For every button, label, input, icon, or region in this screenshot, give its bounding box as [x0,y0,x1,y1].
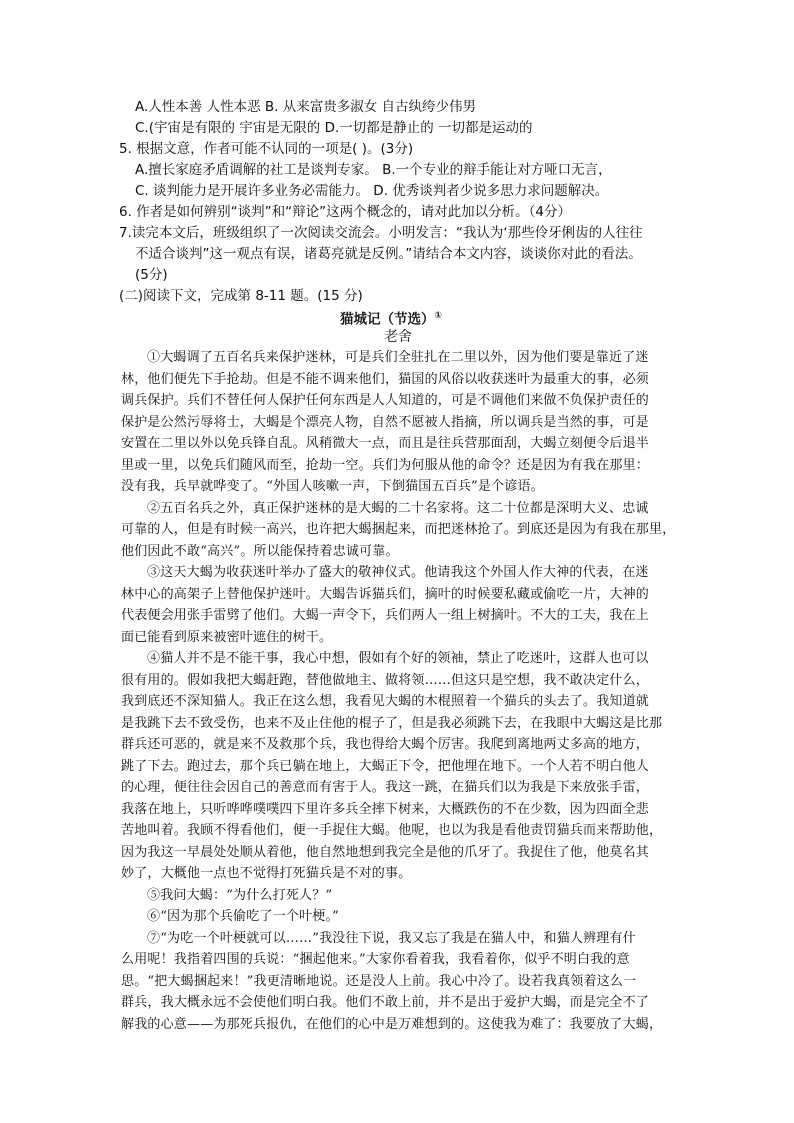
passage-line: ⑥“因为那个兵偷吃了一个叶梗。” [147,909,339,924]
passage-line: 妙了，大概他一点也不觉得打死猫兵是不对的事。 [121,866,412,881]
passage-line: ③这天大蝎为收获迷叶举办了盛大的敬神仪式。他请我这个外国人作大神的代表，在迷 [147,565,649,580]
passage-line: 没有我，兵早就哗变了。“外国人咳嗽一声，下倒猫国五百兵”是个谚语。 [121,479,544,494]
q4-options-row1: A.人性本善 人性本恶 B. 从来富贵多淑女 自古纨绔少伟男 [135,99,477,115]
q5-options-row2: C. 谈判能力是开展许多业务必需能力。 D. 优秀谈判者少说多思力求问题解决。 [135,183,609,199]
passage-line: ⑤我问大蝎：“为什么打死人？” [147,887,333,903]
passage-line: 解我的心意——为那死兵报仇，在他们的心中是万难想到的。这使我为难了：我要放了大蝎， [121,1016,663,1032]
passage-line: 思。“把大蝎捆起来！”我更清晰地说。还是没人上前。我心中冷了。设若我真领着这么一 [121,973,637,989]
passage-line: 安置在二里以外以免兵锋自乱。风稍微大一点，而且是往兵营那面刮，大蝎立刻便令后退半 [121,436,650,451]
passage-author: 老舍 [384,329,412,345]
passage-line: 调兵保护。兵们不替任何人保护任何东西是人人知道的，可是不调他们来做不负保护责任的 [121,393,650,408]
passage-line: ②五百名兵之外，真正保护迷林的是大蝎的二十名家将。这二十位都是深明大义、忠诚 [147,500,649,516]
passage-line: 跳了下去。跑过去，那个兵已躺在地上，大蝎正下令，把他埋在地下。一个人若不明白他人 [121,758,650,774]
passage-line: 群兵，我大概永远不会使他们明白我。他们不敢上前，并不是出于爱护大蝎，而是完全不了 [121,995,650,1010]
passage-line: 苦地叫着。我顾不得看他们，便一手捉住大蝎。他呢，也以为我是看他责罚猫兵而来帮助他， [121,823,663,838]
passage-line: 代表便会用张手雷劈了他们。大蝎一声令下，兵们两人一组上树摘叶。不大的工夫，我在上 [121,608,650,623]
passage-line: 保护是公然污辱将士，大蝎是个漂亮人物，自然不愿被人指摘，所以调兵是当然的事，可是 [121,414,650,430]
passage-title-text: 猫城记（节选） [340,311,435,328]
passage-line: 面已能看到原来被密叶遮住的树干。 [121,629,333,645]
passage-line: 群兵还可恶的，就是来不及救那个兵，我也得给大蝎个厉害。我爬到离地两丈多高的地方， [121,737,650,752]
passage-line: 因为我这一早晨处处顺从着他，他自然地想到我完全是他的爪牙了。我捉住了他，他莫名其 [121,844,650,860]
passage-line: 我到底还不深知猫人。我正在这么想，我看见大蝎的木棍照着一个猫兵的头去了。我知道就 [121,694,650,709]
q7-line-3: (5分) [135,267,168,283]
passage-line: ⑦“为吃一个叶梗就可以……”我没往下说，我又忘了我是在猫人中，和猫人辨理有什 [147,930,636,946]
passage-line: 我落在地上，只听哗哗噗噗四下里许多兵全摔下树来，大概跌伤的不在少数，因为四面全悲 [121,801,650,817]
q5-stem: 5. 根据文意，作者可能不认同的一项是( )。(3分) [119,141,414,157]
passage-line: 林中心的高架子上替他保护迷叶。大蝎告诉猫兵们，摘叶的时候要私藏或偷吃一片，大神的 [121,586,650,602]
passage-line: 里或一里，以免兵们随风而至，抢劫一空。兵们为何服从他的命令？还是因为有我在那里： [121,457,650,473]
passage-line: 么用呢！我指着四围的兵说：“捆起他来。”大家你看着我，我看着你，似乎不明白我的意 [121,952,630,967]
passage-line: ①大蝎调了五百名兵来保护迷林，可是兵们全驻扎在二里以外，因为他们要是靠近了迷 [147,350,649,365]
passage-line: 可靠的人，但是有时候一高兴，也许把大蝎捆起来，而把迷林抢了。到底还是因为有我在那里， [121,522,676,537]
passage-line: 是我跳下去不致受伤，也来不及止住他的棍子了，但是我必须跳下去，在我眼中大蝎这是比那 [121,715,663,731]
passage-line: 很有用的。假如我把大蝎赶跑，替他做地主、做将领……但这只是空想，我不敢决定什么， [121,672,650,688]
passage-line: 的心理，便往往会因自己的善意而有害于人。我这一跳，在猫兵们以为我是下来放张手雷， [121,780,650,795]
passage-line: 他们因此不敢“高兴”。所以能保持着忠诚可靠。 [121,543,399,559]
q7-line-1: 7.读完本文后，班级组织了一次阅读交流会。小明发言：“我认为‘那些伶牙俐齿的人往往 [119,225,643,241]
q4-options-row2: C.(宇宙是有限的 宇宙是无限的 D.一切都是静止的 一切都是运动的 [135,120,533,136]
section-heading: (二)阅读下文，完成第 8-11 题。(15 分) [119,288,363,304]
passage-title [340,307,442,329]
q5-options-row1: A.擅长家庭矛盾调解的社工是谈判专家。 B.一个专业的辩手能让对方哑口无言， [135,162,612,178]
q7-line-2: 不适合谈判”这一观点有误，诸葛亮就是反例。”请结合本文内容，谈谈你对此的看法。 [135,246,642,262]
footnote-mark: ① [434,311,443,321]
passage-line: 林，他们便先下手抢劫。但是不能不调来他们，猫国的风俗以收获迷叶为最重大的事，必须 [121,371,650,387]
passage-line: ④猫人并不是不能干事，我心中想，假如有个好的领袖，禁止了吃迷叶，这群人也可以 [147,651,649,666]
q6-stem: 6. 作者是如何辨别“谈判”和“辩论”这两个概念的，请对此加以分析。（4分） [119,204,571,220]
